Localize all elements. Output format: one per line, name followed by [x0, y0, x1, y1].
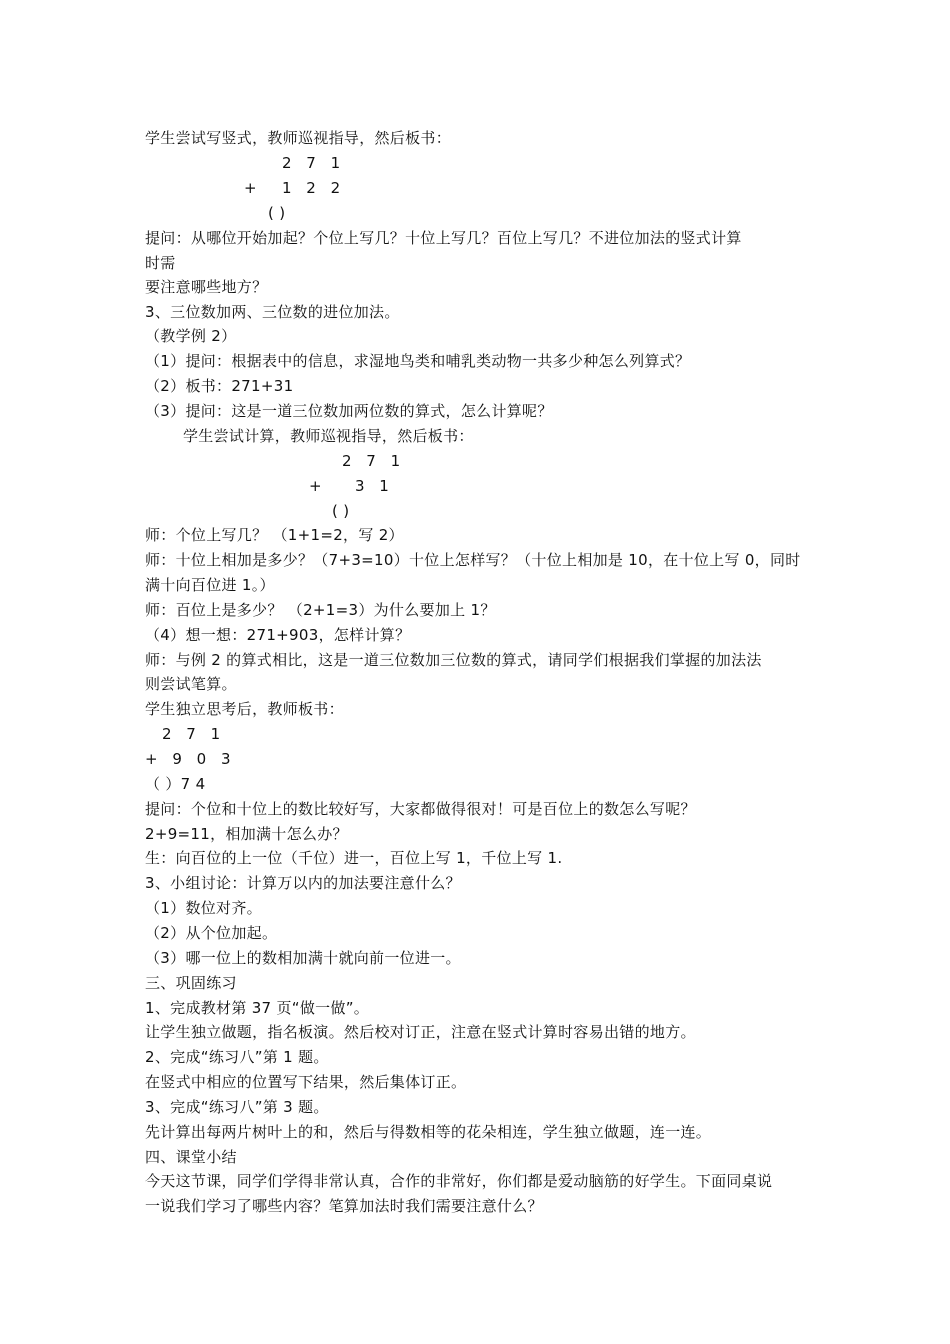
vertical-result: （ ）7 4 [145, 775, 206, 793]
vertical-addend: 1 2 2 [282, 179, 346, 197]
vertical-addend: 2 7 1 [342, 452, 406, 470]
text-line: （3）哪一位上的数相加满十就向前一位进一。 [145, 949, 461, 967]
text-line: 提问：个位和十位上的数比较好写，大家都做得很对！可是百位上的数怎么写呢？ [145, 800, 696, 818]
text-line: （2）从个位加起。 [145, 924, 278, 942]
vertical-addend: 2 7 1 [282, 154, 346, 172]
text-line: 2+9=11，相加满十怎么办？ [145, 825, 348, 843]
text-line: 学生尝试写竖式，教师巡视指导，然后板书： [145, 129, 452, 147]
text-line: 师：百位上是多少？ （2+1=3）为什么要加上 1？ [145, 601, 496, 619]
text-line: 一说我们学习了哪些内容？笔算加法时我们需要注意什么？ [145, 1197, 543, 1215]
text-line: （1）数位对齐。 [145, 899, 262, 917]
vertical-addend: 3 1 [355, 477, 394, 495]
text-line: （1）提问：根据表中的信息，求湿地鸟类和哺乳类动物一共多少种怎么列算式？ [145, 352, 691, 370]
text-line: 3、完成“练习八”第 3 题。 [145, 1098, 329, 1116]
text-line: 2、完成“练习八”第 1 题。 [145, 1048, 329, 1066]
text-line: （2）板书：271+31 [145, 377, 294, 395]
text-line: 则尝试笔算。 [145, 675, 237, 693]
vertical-result-blank: ( ) [332, 502, 350, 520]
text-line: 先计算出每两片树叶上的和，然后与得数相等的花朵相连，学生独立做题，连一连。 [145, 1123, 712, 1141]
text-line: 学生独立思考后，教师板书： [145, 700, 344, 718]
plus-sign: + [244, 179, 257, 197]
text-line: （教学例 2） [145, 327, 237, 345]
plus-sign: + [309, 477, 322, 495]
vertical-result-blank: ( ) [268, 204, 286, 222]
section-heading: 四、课堂小结 [145, 1148, 237, 1166]
text-line: 要注意哪些地方？ [145, 278, 268, 296]
text-line: 满十向百位进 1。） [145, 576, 275, 594]
text-line: 生：向百位的上一位（千位）进一，百位上写 1，千位上写 1. [145, 849, 563, 867]
text-line: （4）想一想：271+903，怎样计算？ [145, 626, 411, 644]
text-line: 师：个位上写几？ （1+1=2，写 2） [145, 526, 404, 544]
text-line: 让学生独立做题，指名板演。然后校对订正，注意在竖式计算时容易出错的地方。 [145, 1023, 696, 1041]
text-line: 1、完成教材第 37 页“做一做”。 [145, 999, 370, 1017]
text-line: 今天这节课，同学们学得非常认真，合作的非常好，你们都是爱动脑筋的好学生。下面同桌说 [145, 1172, 773, 1190]
text-line: 时需 [145, 254, 176, 272]
text-line: 师：十位上相加是多少？（7+3=10）十位上怎样写？（十位上相加是 10，在十位上写 0，同时 [145, 551, 801, 569]
text-line: 提问：从哪位开始加起？个位上写几？十位上写几？百位上写几？不进位加法的竖式计算 [145, 229, 742, 247]
section-heading: 三、巩固练习 [145, 974, 237, 992]
vertical-addend: + 9 0 3 [145, 750, 236, 768]
text-line: 师：与例 2 的算式相比，这是一道三位数加三位数的算式，请同学们根据我们掌握的加法法 [145, 651, 762, 669]
text-line: （3）提问：这是一道三位数加两位数的算式，怎么计算呢？ [145, 402, 553, 420]
section-heading: 3、小组讨论：计算万以内的加法要注意什么？ [145, 874, 461, 892]
text-line: 学生尝试计算，教师巡视指导，然后板书： [183, 427, 474, 445]
section-heading: 3、三位数加两、三位数的进位加法。 [145, 303, 400, 321]
text-line: 在竖式中相应的位置写下结果，然后集体订正。 [145, 1073, 467, 1091]
vertical-addend: 2 7 1 [162, 725, 226, 743]
